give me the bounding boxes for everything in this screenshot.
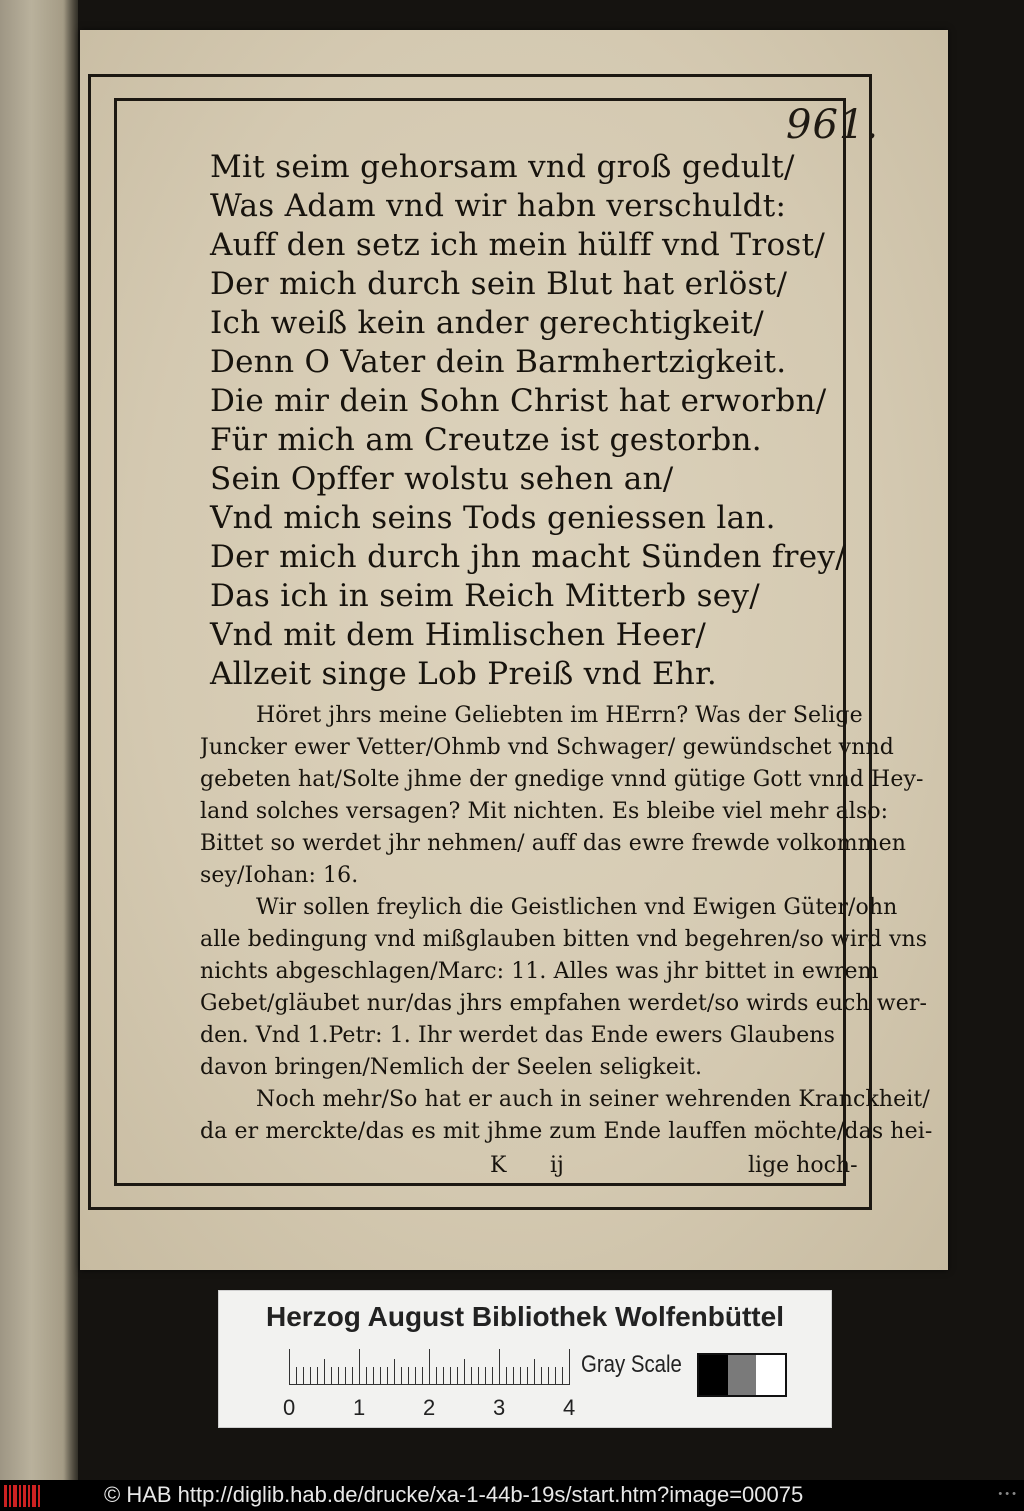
gray-scale-swatches [697,1353,787,1397]
poem-line: Mit seim gehorsam vnd groß gedult/ [210,149,795,185]
ruler-tick [457,1367,458,1385]
text-line: Höret jhrs meine Geliebten im HErrn? Was der Selige [256,703,863,728]
ruler-tick [296,1367,297,1385]
gutter-shadow [64,0,78,1480]
poem-line: Die mir dein Sohn Christ hat erworbn/ [210,383,827,419]
poem-line: Auff den setz ich mein hülff vnd Trost/ [210,227,826,263]
ruler-tick [555,1367,556,1385]
color-scale-card [218,1290,832,1428]
ruler-label: 2 [423,1395,436,1420]
text-line: sey/Iohan: 16. [200,863,359,888]
poem-line: Allzeit singe Lob Preiß vnd Ehr. [210,656,718,692]
ruler-tick [499,1349,500,1385]
ruler-tick [394,1359,395,1385]
ruler-label: 3 [493,1395,506,1420]
ruler-tick [562,1367,563,1385]
ruler-label: 1 [353,1395,366,1420]
ruler-tick [401,1367,402,1385]
left-page-edge [0,0,78,1480]
signature-mark: K [490,1153,507,1178]
text-line: gebeten hat/Solte jhme der gnedige vnnd gütige Gott vnnd Hey- [200,767,924,792]
gray-swatch [699,1355,728,1395]
ruler-tick [506,1367,507,1385]
text-line: Bittet so werdet jhr nehmen/ auff das ewre frewde volkommen [200,831,907,856]
text-line: davon bringen/Nemlich der Seelen seligkeit. [200,1055,703,1080]
ruler-tick [366,1367,367,1385]
ruler-tick [443,1367,444,1385]
ruler-tick [534,1359,535,1385]
catchword: lige hoch- [748,1153,858,1178]
ruler-tick [387,1367,388,1385]
ruler-tick [520,1367,521,1385]
folio-number: 961. [786,102,880,148]
ruler-label: 0 [283,1395,296,1420]
gray-swatch [728,1355,757,1395]
library-name: Herzog August Bibliothek Wolfenbüttel [266,1301,784,1332]
ruler-tick [345,1367,346,1385]
ruler-tick [485,1367,486,1385]
ruler-tick [359,1349,360,1385]
gray-scale-label: Gray Scale [581,1351,682,1378]
paragraph-3 [200,1084,940,1148]
ruler-tick [352,1367,353,1385]
ruler-label: 4 [563,1395,576,1420]
ruler-tick [408,1367,409,1385]
ruler-tick [429,1349,430,1385]
ruler-tick [541,1367,542,1385]
text-line: Juncker ewer Vetter/Ohmb vnd Schwager/ gewündschet vnnd [200,735,894,760]
scanned-page [80,30,948,1270]
text-line: Noch mehr/So hat er auch in seiner wehrenden Kranckheit/ [256,1087,930,1112]
ruler-tick [415,1367,416,1385]
paragraph-1 [200,700,940,892]
text-line: nichts abgeschlagen/Marc: 11. Alles was jhr bittet in ewrem [200,959,879,984]
ruler-tick [527,1367,528,1385]
footer-dots: • • • [998,1488,1016,1500]
poem-line: Sein Opffer wolstu sehen an/ [210,461,674,497]
text-line: Gebet/gläubet nur/das jhrs empfahen werdet/so wirds euch wer- [200,991,927,1016]
poem-line: Für mich am Creutze ist gestorbn. [210,422,762,458]
ruler-tick [513,1367,514,1385]
poem-line: Ich weiß kein ander gerechtigkeit/ [210,305,765,341]
source-url: © HAB http://diglib.hab.de/drucke/xa-1-44b-19s/start.htm?image=00075 [104,1482,804,1507]
poem-line: Das ich in seim Reich Mitterb sey/ [210,578,760,614]
gray-swatch [756,1355,785,1395]
text-line: alle bedingung vnd mißglauben bitten vnd begehren/so wird vns [200,927,928,952]
ruler-tick [548,1367,549,1385]
ruler-tick [310,1367,311,1385]
poem-line: Denn O Vater dein Barmhertzigkeit. [210,344,787,380]
poem-line: Der mich durch jhn macht Sünden frey/ [210,539,846,575]
footer-bar [0,1480,1024,1511]
text-line: da er merckte/das es mit jhme zum Ende lauffen möchte/das hei- [200,1119,933,1144]
centimeter-ruler [289,1349,579,1385]
ruler-tick [492,1367,493,1385]
text-line: den. Vnd 1.Petr: 1. Ihr werdet das Ende ewers Glaubens [200,1023,835,1048]
text-line: land solches versagen? Mit nichten. Es bleibe viel mehr also: [200,799,889,824]
ruler-tick [331,1367,332,1385]
paragraph-2 [200,892,940,1084]
ruler-tick [324,1359,325,1385]
ruler-tick [464,1359,465,1385]
ruler-tick [422,1367,423,1385]
sheet-number: ij [550,1153,564,1178]
ruler-tick [317,1367,318,1385]
poem-line: Vnd mich seins Tods geniessen lan. [210,500,776,536]
ruler-tick [303,1367,304,1385]
poem-line: Der mich durch sein Blut hat erlöst/ [210,266,788,302]
poem-verse [210,148,850,694]
ruler-tick [471,1367,472,1385]
ruler-tick [338,1367,339,1385]
ruler-tick [436,1367,437,1385]
ruler-tick [450,1367,451,1385]
ruler-tick [478,1367,479,1385]
poem-line: Vnd mit dem Himlischen Heer/ [210,617,707,653]
ruler-tick [380,1367,381,1385]
ruler-tick [289,1349,290,1385]
ruler-tick [373,1367,374,1385]
ruler-tick [569,1349,570,1385]
hab-barcode-logo-icon [4,1485,42,1507]
text-line: Wir sollen freylich die Geistlichen vnd Ewigen Güter/ohn [256,895,898,920]
poem-line: Was Adam vnd wir habn verschuldt: [210,188,787,224]
